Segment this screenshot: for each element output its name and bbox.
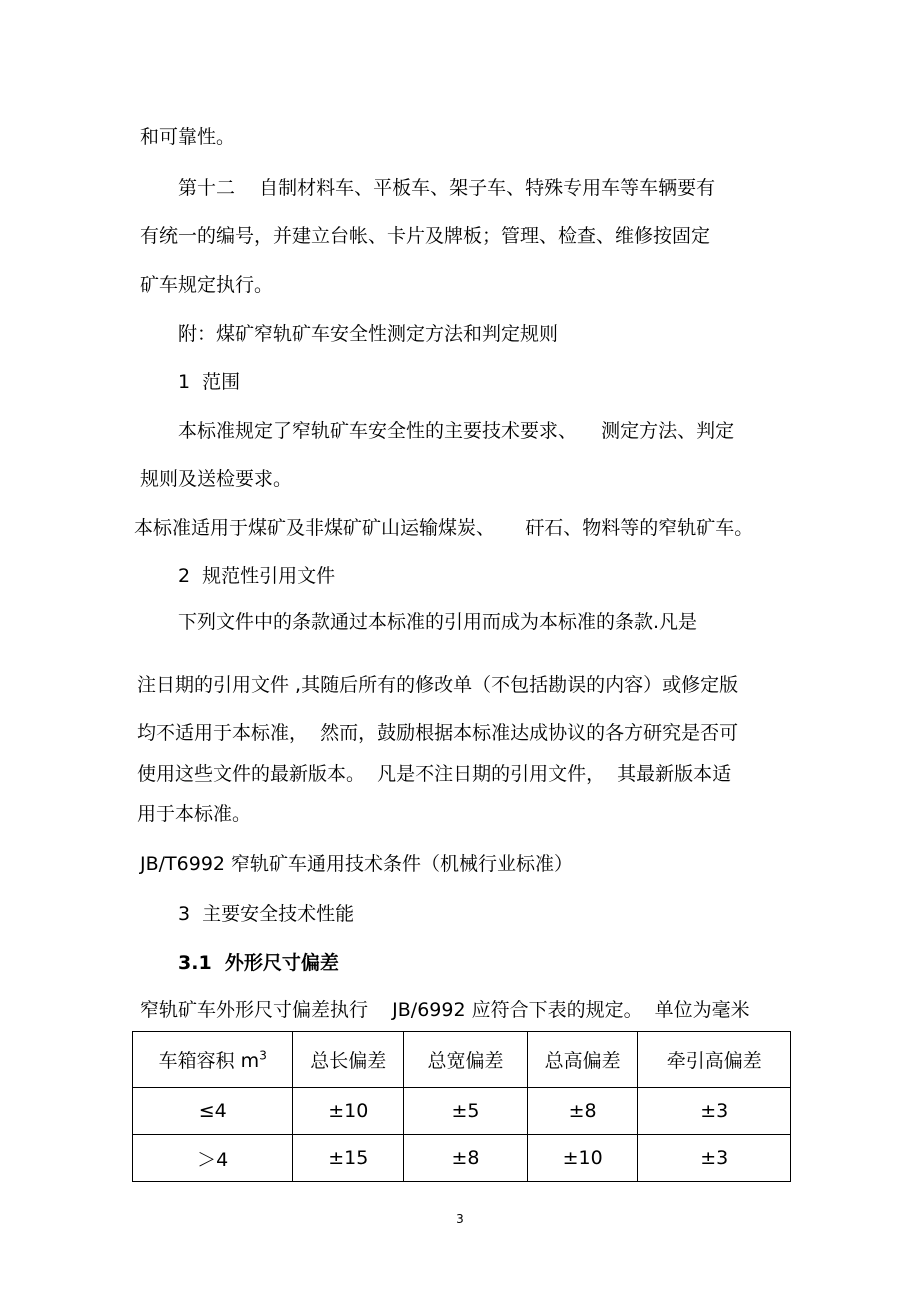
table-header-row [133, 1032, 791, 1088]
table-header-cell [133, 1032, 293, 1088]
text-line: 窄轨矿车外形尺寸偏差执行 JB/6992 应符合下表的规定。 单位为毫米 [140, 999, 750, 1021]
table-cell: ±8 [404, 1135, 528, 1182]
deviation-table [132, 1031, 791, 1182]
table-cell: ±10 [527, 1135, 638, 1182]
clause-12-line: 第十二 自制材料车、平板车、架子车、特殊专用车等车辆要有 [178, 177, 716, 199]
table-cell: ±5 [404, 1088, 528, 1135]
table-cell: ±3 [638, 1088, 791, 1135]
appendix-title: 附：煤矿窄轨矿车安全性测定方法和判定规则 [178, 323, 559, 345]
text-line: 均不适用于本标准， 然而，鼓励根据本标准达成协议的各方研究是否可 [137, 722, 739, 744]
table-header-cell: 总高偏差 [527, 1032, 638, 1088]
table-row [133, 1135, 791, 1182]
text-line: 本标准适用于煤矿及非煤矿矿山运输煤炭、 矸石、物料等的窄轨矿车。 [134, 517, 754, 539]
text-line: 本标准规定了窄轨矿车安全性的主要技术要求、 测定方法、判定 [178, 420, 735, 442]
table-cell: ≤4 [133, 1088, 293, 1135]
table-header-cell: 总长偏差 [293, 1032, 404, 1088]
text-line: 用于本标准。 [137, 803, 252, 825]
table-cell: ±15 [293, 1135, 404, 1182]
text-line: 下列文件中的条款通过本标准的引用而成为本标准的条款.凡是 [178, 611, 698, 633]
superscript: 3 [259, 1048, 267, 1063]
text-line: 规则及送检要求。 [140, 468, 293, 490]
table-header-cell: 总宽偏差 [404, 1032, 528, 1088]
page-number: 3 [456, 1212, 464, 1226]
subsection-heading: 3.1 外形尺寸偏差 [178, 952, 339, 974]
text-line: 注日期的引用文件 ,其随后所有的修改单（不包括勘误的内容）或修定版 [137, 674, 739, 696]
header-label: 车箱容积 m [158, 1050, 260, 1072]
section-heading: 2 规范性引用文件 [178, 565, 336, 587]
text-line: 使用这些文件的最新版本。 凡是不注日期的引用文件， 其最新版本适 [137, 763, 732, 785]
reference-entry: JB/T6992 窄轨矿车通用技术条件（机械行业标准） [140, 853, 574, 875]
table-cell: ±10 [293, 1088, 404, 1135]
section-heading: 3 主要安全技术性能 [178, 903, 355, 925]
text-line: 有统一的编号，并建立台帐、卡片及牌板；管理、检查、维修按固定 [140, 225, 711, 247]
section-heading: 1 范围 [178, 371, 241, 393]
table-cell: ＞4 [133, 1135, 293, 1182]
table-row [133, 1088, 791, 1135]
table-cell: ±8 [527, 1088, 638, 1135]
text-line: 和可靠性。 [140, 126, 236, 148]
table-header-cell: 牵引高偏差 [638, 1032, 791, 1088]
table-cell: ±3 [638, 1135, 791, 1182]
text-line: 矿车规定执行。 [140, 274, 274, 296]
